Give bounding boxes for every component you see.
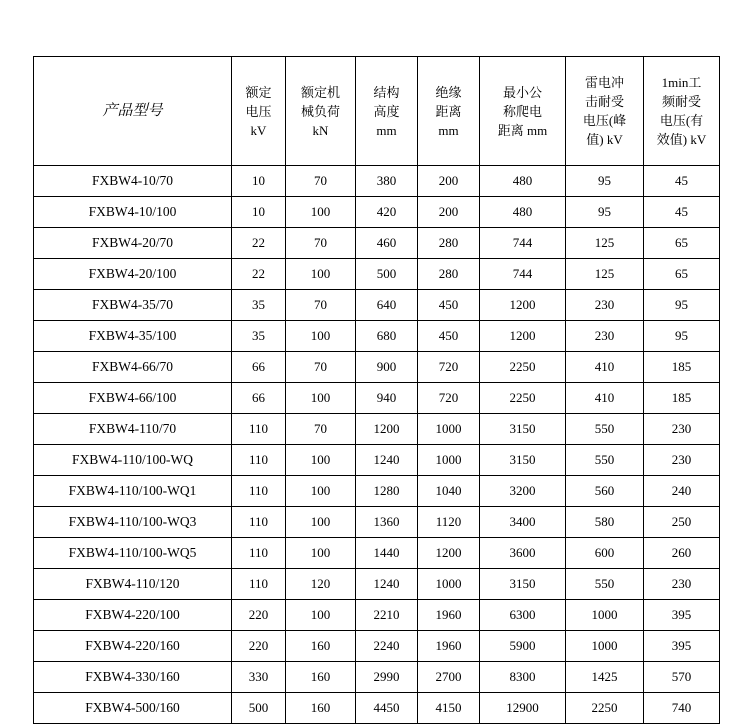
- cell-value: 100: [286, 507, 356, 538]
- cell-value: 2990: [356, 662, 418, 693]
- table-row: [34, 259, 720, 290]
- cell-value: 410: [566, 352, 644, 383]
- column-header-line: mm: [376, 122, 397, 138]
- cell-value: 1000: [418, 569, 480, 600]
- cell-value: 160: [286, 693, 356, 724]
- table-row: [34, 507, 720, 538]
- table-row: [34, 383, 720, 414]
- cell-value: 480: [480, 166, 566, 197]
- cell-value: 100: [286, 600, 356, 631]
- cell-value: 110: [232, 445, 286, 476]
- cell-product-model: FXBW4-20/70: [34, 228, 232, 259]
- cell-value: 110: [232, 476, 286, 507]
- cell-value: 250: [644, 507, 720, 538]
- cell-value: 3400: [480, 507, 566, 538]
- cell-value: 1200: [480, 321, 566, 352]
- cell-value: 100: [286, 538, 356, 569]
- cell-value: 940: [356, 383, 418, 414]
- cell-value: 680: [356, 321, 418, 352]
- cell-value: 1200: [356, 414, 418, 445]
- cell-value: 2210: [356, 600, 418, 631]
- column-header-line: 额定机: [300, 84, 340, 100]
- table-row: [34, 414, 720, 445]
- column-header-line: 1min工: [661, 75, 702, 90]
- cell-value: 460: [356, 228, 418, 259]
- cell-product-model: FXBW4-20/100: [34, 259, 232, 290]
- cell-value: 450: [418, 290, 480, 321]
- cell-value: 280: [418, 259, 480, 290]
- cell-value: 1425: [566, 662, 644, 693]
- table-row: [34, 631, 720, 662]
- cell-value: 100: [286, 197, 356, 228]
- cell-value: 66: [232, 352, 286, 383]
- column-header-line: kV: [250, 122, 267, 138]
- cell-value: 744: [480, 259, 566, 290]
- cell-value: 1000: [566, 631, 644, 662]
- column-header-line: 最小公: [502, 84, 542, 100]
- table-row: [34, 290, 720, 321]
- cell-value: 100: [286, 383, 356, 414]
- cell-value: 410: [566, 383, 644, 414]
- cell-value: 65: [644, 228, 720, 259]
- column-header-6: [566, 57, 644, 166]
- cell-value: 1200: [480, 290, 566, 321]
- cell-value: 8300: [480, 662, 566, 693]
- cell-value: 2250: [480, 352, 566, 383]
- cell-product-model: FXBW4-220/160: [34, 631, 232, 662]
- column-header-line: 频耐受: [661, 94, 701, 109]
- cell-value: 570: [644, 662, 720, 693]
- column-header-line: 结构: [373, 84, 400, 100]
- cell-product-model: FXBW4-220/100: [34, 600, 232, 631]
- cell-value: 230: [644, 414, 720, 445]
- cell-value: 110: [232, 507, 286, 538]
- cell-value: 45: [644, 166, 720, 197]
- column-header-line: 械负荷: [300, 103, 340, 119]
- cell-value: 744: [480, 228, 566, 259]
- cell-value: 395: [644, 600, 720, 631]
- cell-value: 70: [286, 414, 356, 445]
- cell-value: 280: [418, 228, 480, 259]
- table-row: [34, 538, 720, 569]
- cell-value: 420: [356, 197, 418, 228]
- cell-value: 1240: [356, 445, 418, 476]
- cell-value: 110: [232, 414, 286, 445]
- cell-value: 95: [566, 166, 644, 197]
- cell-value: 600: [566, 538, 644, 569]
- cell-product-model: FXBW4-110/70: [34, 414, 232, 445]
- column-header-0: [34, 57, 232, 166]
- cell-value: 1360: [356, 507, 418, 538]
- column-header-line: 值) kV: [586, 132, 623, 147]
- cell-value: 70: [286, 290, 356, 321]
- cell-value: 720: [418, 352, 480, 383]
- cell-value: 3150: [480, 569, 566, 600]
- column-header-2: [286, 57, 356, 166]
- cell-value: 740: [644, 693, 720, 724]
- cell-value: 550: [566, 414, 644, 445]
- cell-value: 1000: [418, 414, 480, 445]
- cell-value: 900: [356, 352, 418, 383]
- cell-value: 4450: [356, 693, 418, 724]
- table-row: [34, 166, 720, 197]
- column-header-line: 效值) kV: [656, 132, 707, 147]
- cell-value: 200: [418, 197, 480, 228]
- cell-value: 1960: [418, 600, 480, 631]
- cell-value: 3150: [480, 445, 566, 476]
- column-header-line: 称爬电: [502, 103, 542, 119]
- column-header-line: kN: [312, 122, 329, 138]
- column-header-line: mm: [438, 122, 459, 138]
- table-row: [34, 600, 720, 631]
- cell-value: 100: [286, 476, 356, 507]
- column-header-3: [356, 57, 418, 166]
- cell-value: 45: [644, 197, 720, 228]
- cell-value: 1240: [356, 569, 418, 600]
- cell-product-model: FXBW4-66/70: [34, 352, 232, 383]
- cell-value: 185: [644, 352, 720, 383]
- column-header-5: [480, 57, 566, 166]
- cell-value: 3150: [480, 414, 566, 445]
- cell-value: 2250: [566, 693, 644, 724]
- cell-value: 95: [644, 290, 720, 321]
- cell-value: 230: [566, 321, 644, 352]
- column-header-line: 额定: [245, 84, 272, 100]
- column-header-4: [418, 57, 480, 166]
- cell-value: 3200: [480, 476, 566, 507]
- cell-value: 65: [644, 259, 720, 290]
- cell-product-model: FXBW4-66/100: [34, 383, 232, 414]
- cell-value: 70: [286, 166, 356, 197]
- cell-product-model: FXBW4-35/70: [34, 290, 232, 321]
- cell-value: 100: [286, 445, 356, 476]
- cell-product-model: FXBW4-10/70: [34, 166, 232, 197]
- table-row: [34, 662, 720, 693]
- table-row: [34, 693, 720, 724]
- cell-value: 12900: [480, 693, 566, 724]
- cell-value: 220: [232, 631, 286, 662]
- cell-value: 580: [566, 507, 644, 538]
- table-header-row: [34, 57, 720, 166]
- cell-product-model: FXBW4-110/100-WQ5: [34, 538, 232, 569]
- cell-value: 1280: [356, 476, 418, 507]
- cell-value: 230: [644, 569, 720, 600]
- product-spec-table: [33, 56, 720, 724]
- cell-value: 35: [232, 290, 286, 321]
- cell-value: 125: [566, 228, 644, 259]
- cell-value: 560: [566, 476, 644, 507]
- cell-value: 95: [644, 321, 720, 352]
- cell-value: 22: [232, 228, 286, 259]
- cell-value: 500: [232, 693, 286, 724]
- cell-value: 500: [356, 259, 418, 290]
- table-row: [34, 352, 720, 383]
- cell-value: 450: [418, 321, 480, 352]
- cell-value: 10: [232, 197, 286, 228]
- cell-value: 110: [232, 569, 286, 600]
- cell-value: 550: [566, 445, 644, 476]
- cell-value: 480: [480, 197, 566, 228]
- table-header: [34, 57, 720, 166]
- table-row: [34, 569, 720, 600]
- cell-value: 110: [232, 538, 286, 569]
- cell-value: 100: [286, 321, 356, 352]
- table-row: [34, 321, 720, 352]
- cell-value: 22: [232, 259, 286, 290]
- cell-value: 160: [286, 662, 356, 693]
- column-header-7: [644, 57, 720, 166]
- cell-product-model: FXBW4-110/100-WQ: [34, 445, 232, 476]
- cell-value: 120: [286, 569, 356, 600]
- column-header-line: 距离 mm: [497, 122, 548, 138]
- cell-value: 1000: [566, 600, 644, 631]
- cell-value: 66: [232, 383, 286, 414]
- cell-value: 240: [644, 476, 720, 507]
- cell-value: 260: [644, 538, 720, 569]
- cell-value: 125: [566, 259, 644, 290]
- table-body: [34, 166, 720, 724]
- column-header-line: 绝缘: [435, 84, 462, 100]
- cell-product-model: FXBW4-330/160: [34, 662, 232, 693]
- column-header-line: 距离: [435, 103, 462, 119]
- cell-value: 70: [286, 352, 356, 383]
- cell-value: 10: [232, 166, 286, 197]
- table-row: [34, 228, 720, 259]
- cell-product-model: FXBW4-110/100-WQ1: [34, 476, 232, 507]
- cell-value: 1120: [418, 507, 480, 538]
- cell-value: 100: [286, 259, 356, 290]
- column-header-line: 电压(有: [659, 113, 704, 128]
- column-header-line: 雷电冲: [584, 75, 624, 90]
- cell-value: 1000: [418, 445, 480, 476]
- cell-value: 1440: [356, 538, 418, 569]
- cell-value: 35: [232, 321, 286, 352]
- cell-value: 160: [286, 631, 356, 662]
- table-row: [34, 445, 720, 476]
- cell-value: 3600: [480, 538, 566, 569]
- cell-product-model: FXBW4-35/100: [34, 321, 232, 352]
- cell-value: 1960: [418, 631, 480, 662]
- cell-value: 395: [644, 631, 720, 662]
- cell-value: 380: [356, 166, 418, 197]
- cell-value: 70: [286, 228, 356, 259]
- cell-value: 95: [566, 197, 644, 228]
- column-header-line: 高度: [373, 103, 400, 119]
- column-header-line: 电压: [245, 103, 272, 119]
- cell-value: 2250: [480, 383, 566, 414]
- cell-value: 230: [644, 445, 720, 476]
- cell-value: 1200: [418, 538, 480, 569]
- cell-product-model: FXBW4-110/100-WQ3: [34, 507, 232, 538]
- cell-value: 1040: [418, 476, 480, 507]
- cell-product-model: FXBW4-500/160: [34, 693, 232, 724]
- table-row: [34, 197, 720, 228]
- cell-value: 230: [566, 290, 644, 321]
- cell-value: 5900: [480, 631, 566, 662]
- cell-value: 2240: [356, 631, 418, 662]
- cell-value: 4150: [418, 693, 480, 724]
- table-row: [34, 476, 720, 507]
- cell-value: 330: [232, 662, 286, 693]
- cell-value: 2700: [418, 662, 480, 693]
- cell-value: 200: [418, 166, 480, 197]
- cell-value: 220: [232, 600, 286, 631]
- cell-value: 720: [418, 383, 480, 414]
- column-header-line: 电压(峰: [582, 113, 627, 128]
- cell-value: 185: [644, 383, 720, 414]
- cell-value: 550: [566, 569, 644, 600]
- column-header-line: 产品型号: [102, 102, 163, 119]
- column-header-line: 击耐受: [584, 94, 624, 109]
- cell-value: 6300: [480, 600, 566, 631]
- cell-product-model: FXBW4-10/100: [34, 197, 232, 228]
- cell-product-model: FXBW4-110/120: [34, 569, 232, 600]
- cell-value: 640: [356, 290, 418, 321]
- column-header-1: [232, 57, 286, 166]
